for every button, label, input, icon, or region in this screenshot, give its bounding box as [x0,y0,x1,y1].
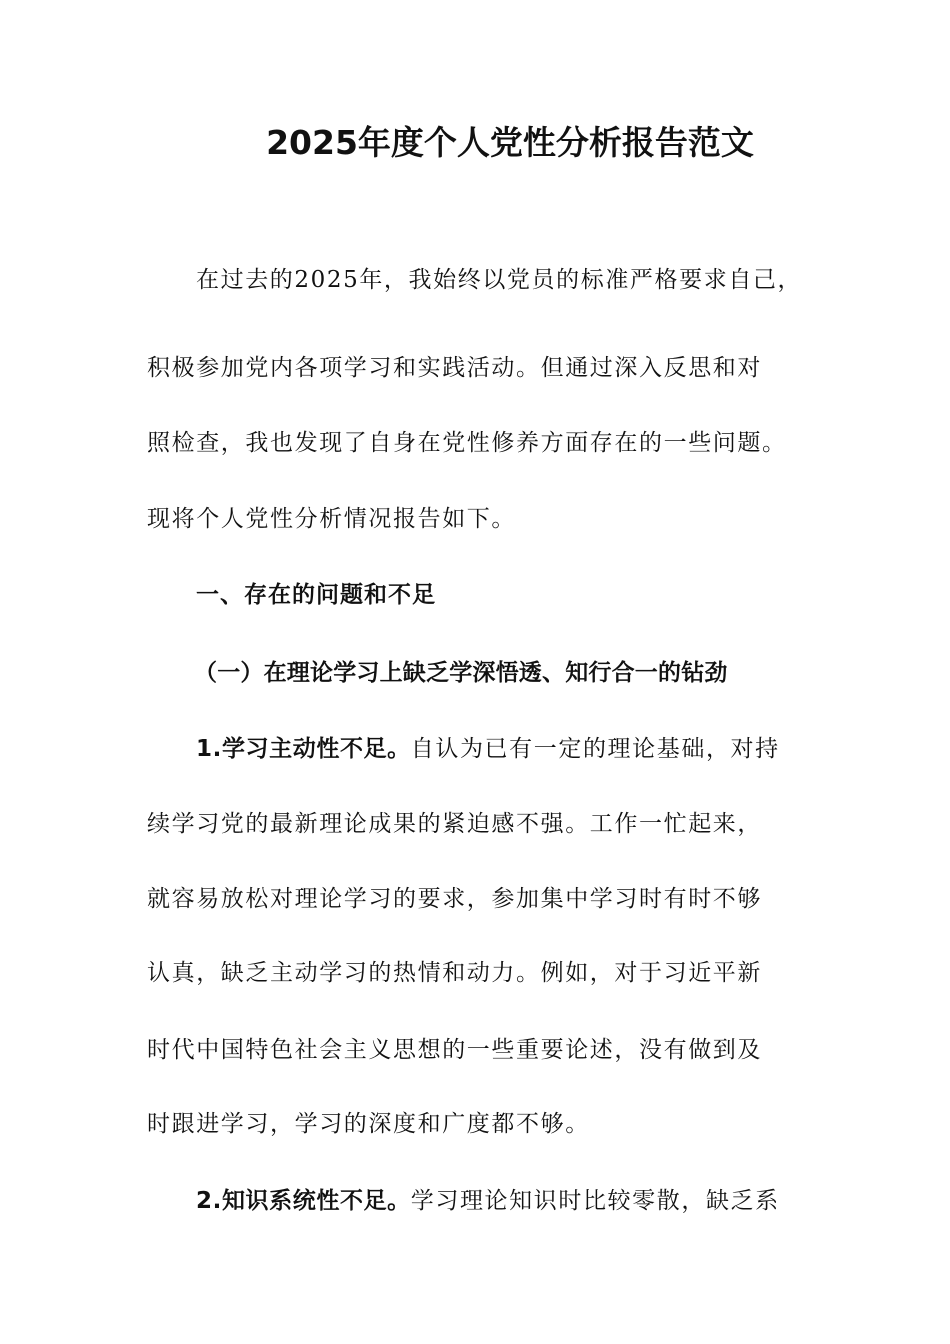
point-1-line-1-text: 自认为已有一定的理论基础，对持 [410,736,780,762]
point-1-lead: 1.学习主动性不足。 [196,736,411,762]
document-title: 2025年度个人党性分析报告范文 [266,123,754,162]
point-1-line-1 [196,731,780,767]
point-1-line-6: 时跟进学习，学习的深度和广度都不够。 [147,1111,590,1137]
intro-line-2: 积极参加党内各项学习和实践活动。但通过深入反思和对 [147,355,762,381]
point-2-line-1-text: 学习理论知识时比较零散，缺乏系 [410,1188,780,1214]
intro-line-1: 在过去的2025年，我始终以党员的标准严格要求自己， [196,267,803,293]
section-heading: 一、存在的问题和不足 [196,582,436,608]
point-1-line-3: 就容易放松对理论学习的要求，参加集中学习时有时不够 [147,886,762,912]
subsection-heading: （一）在理论学习上缺乏学深悟透、知行合一的钻劲 [194,660,728,686]
intro-line-4: 现将个人党性分析情况报告如下。 [147,506,516,532]
point-1-line-5: 时代中国特色社会主义思想的一些重要论述，没有做到及 [147,1037,762,1063]
point-2-lead: 2.知识系统性不足。 [196,1188,411,1214]
point-2-line-1 [196,1183,780,1219]
intro-line-3: 照检查，我也发现了自身在党性修养方面存在的一些问题。 [147,430,787,456]
point-1-line-4: 认真，缺乏主动学习的热情和动力。例如，对于习近平新 [147,960,762,986]
point-1-line-2: 续学习党的最新理论成果的紧迫感不强。工作一忙起来， [147,811,762,837]
